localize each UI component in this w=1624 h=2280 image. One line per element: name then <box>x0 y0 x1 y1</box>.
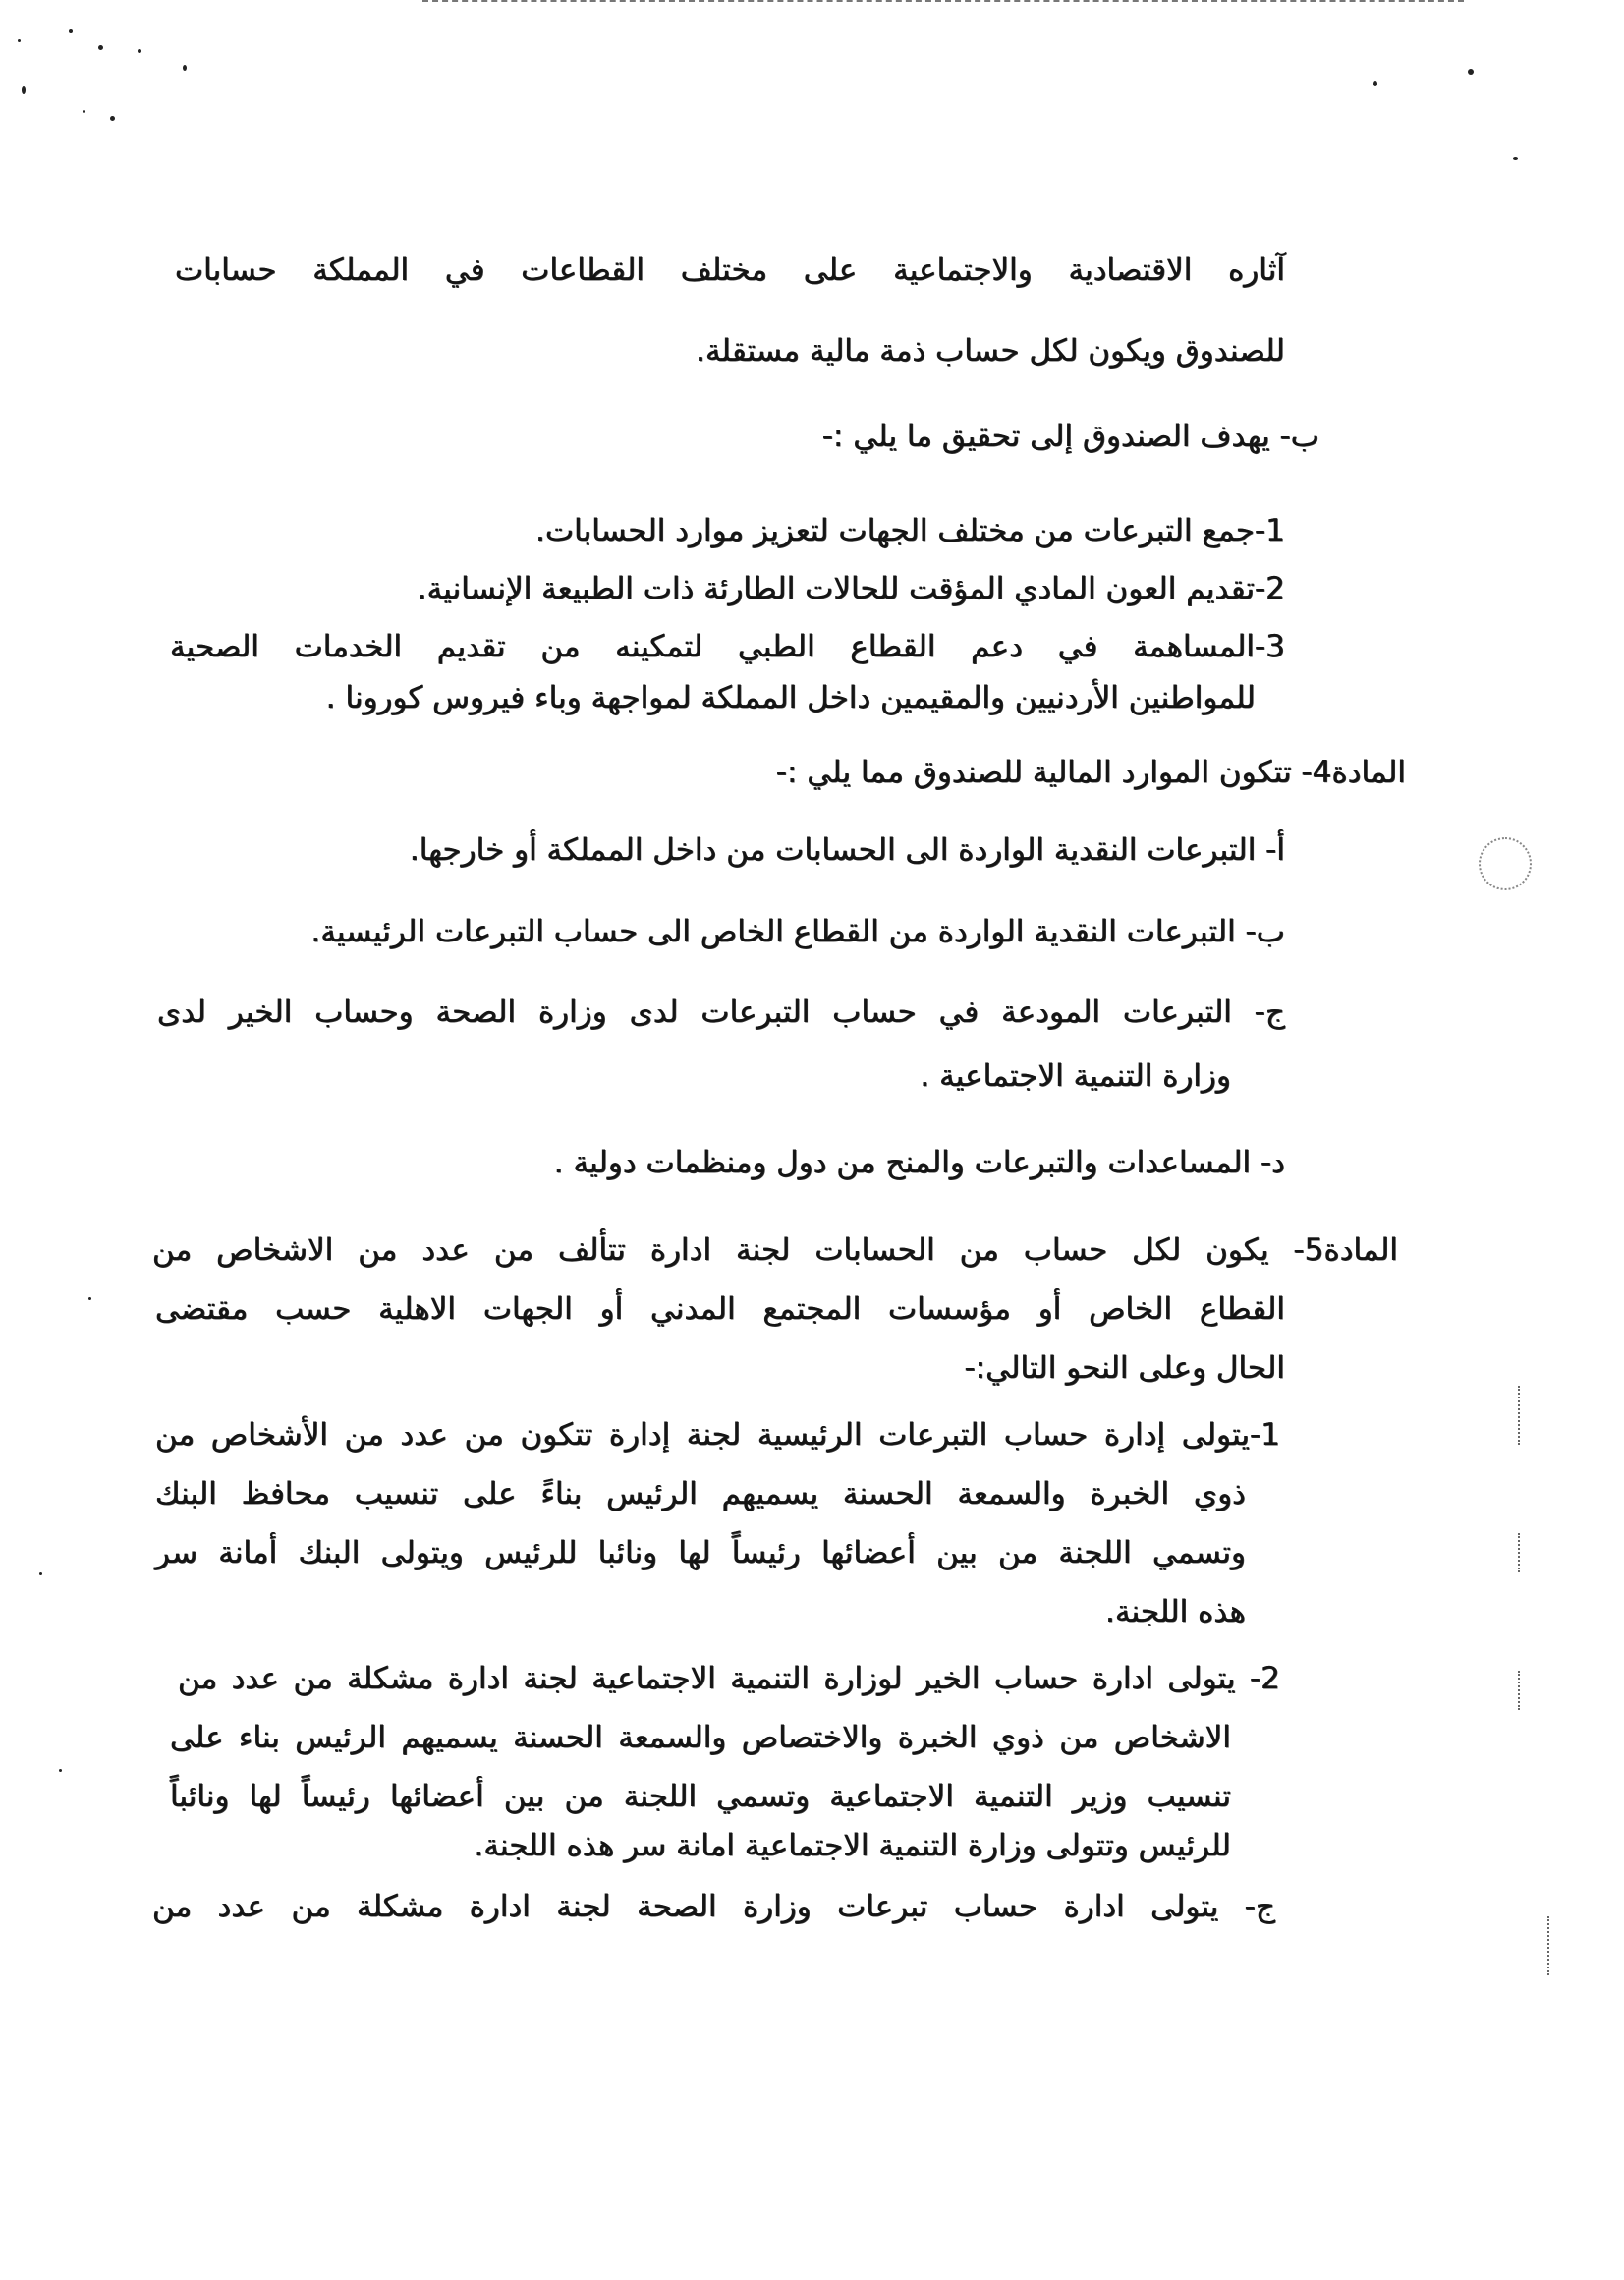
list-item: 1-جمع التبرعات من مختلف الجهات لتعزيز موارد الحسابات. <box>535 513 1285 548</box>
text-line: وتسمي اللجنة من بين أعضائها رئيساً لها ونائبا للرئيس ويتولى البنك أمانة سر <box>155 1535 1246 1570</box>
scan-speck <box>1373 81 1377 86</box>
text-line: ذوي الخبرة والسمعة الحسنة يسميهم الرئيس بناءً على تنسيب محافظ البنك <box>155 1476 1246 1511</box>
list-item: ب- التبرعات النقدية الواردة من القطاع الخاص الى حساب التبرعات الرئيسية. <box>310 914 1285 949</box>
list-item: ج- يتولى ادارة حساب تبرعات وزارة الصحة لجنة ادارة مشكلة من عدد من <box>152 1889 1275 1924</box>
list-item: أ- التبرعات النقدية الواردة الى الحسابات من داخل المملكة أو خارجها. <box>409 832 1285 868</box>
text-line: للمواطنين الأردنيين والمقيمين داخل المملكة لمواجهة وباء فيروس كورونا . <box>325 680 1256 715</box>
top-edge-rule <box>422 0 1464 2</box>
text-line: للصندوق ويكون لكل حساب ذمة مالية مستقلة. <box>696 333 1285 369</box>
scan-speck <box>1468 69 1474 75</box>
scan-speck <box>22 86 26 94</box>
list-item: 1-يتولى إدارة حساب التبرعات الرئيسية لجنة إدارة تتكون من عدد من الأشخاص من <box>155 1417 1280 1453</box>
scan-speck <box>39 1572 42 1575</box>
scan-ring-mark <box>1479 837 1532 890</box>
scan-edge-dots <box>1547 1916 1549 1975</box>
scan-speck <box>110 116 115 121</box>
scan-speck <box>1513 157 1518 160</box>
scan-speck <box>18 39 21 42</box>
scan-speck <box>69 29 73 33</box>
article-4-heading: المادة4- تتكون الموارد المالية للصندوق مما يلي :- <box>775 755 1406 790</box>
text-line: الاشخاص من ذوي الخبرة والاختصاص والسمعة الحسنة يسميهم الرئيس بناء على <box>170 1720 1231 1755</box>
scan-speck <box>183 65 187 71</box>
list-item: 2-تقديم العون المادي المؤقت للحالات الطارئة ذات الطبيعة الإنسانية. <box>417 571 1285 606</box>
text-line: للرئيس وتتولى وزارة التنمية الاجتماعية امانة سر هذه اللجنة. <box>474 1828 1231 1863</box>
scan-edge-dots <box>1518 1533 1520 1572</box>
scan-speck <box>83 110 85 113</box>
section-b-heading: ب- يهدف الصندوق إلى تحقيق ما يلي :- <box>821 419 1319 454</box>
scan-speck <box>59 1769 62 1772</box>
scan-speck <box>88 1297 91 1300</box>
list-item: 3-المساهمة في دعم القطاع الطبي لتمكينه من تقديم الخدمات الصحية <box>170 629 1285 664</box>
text-line: القطاع الخاص أو مؤسسات المجتمع المدني أو الجهات الاهلية حسب مقتضى <box>155 1291 1285 1327</box>
article-5-heading: المادة5- يكون لكل حساب من الحسابات لجنة ادارة تتألف من عدد من الاشخاص من <box>152 1232 1398 1268</box>
text-line: آثاره الاقتصادية والاجتماعية على مختلف القطاعات في المملكة حسابات <box>175 253 1285 288</box>
scan-speck <box>138 49 141 53</box>
list-item: 2- يتولى ادارة حساب الخير لوزارة التنمية الاجتماعية لجنة ادارة مشكلة من عدد من <box>178 1661 1280 1696</box>
scan-edge-dots <box>1518 1671 1520 1710</box>
text-line: هذه اللجنة. <box>1105 1594 1246 1629</box>
scan-speck <box>98 45 103 50</box>
list-item: د- المساعدات والتبرعات والمنح من دول ومنظمات دولية . <box>553 1145 1285 1180</box>
scan-edge-dots <box>1518 1386 1520 1445</box>
list-item: ج- التبرعات المودعة في حساب التبرعات لدى وزارة الصحة وحساب الخير لدى <box>157 995 1285 1030</box>
text-line: وزارة التنمية الاجتماعية . <box>920 1058 1231 1094</box>
text-line: الحال وعلى النحو التالي:- <box>964 1350 1285 1386</box>
text-line: تنسيب وزير التنمية الاجتماعية وتسمي اللجنة من بين أعضائها رئيساً لها ونائباً <box>170 1779 1231 1814</box>
